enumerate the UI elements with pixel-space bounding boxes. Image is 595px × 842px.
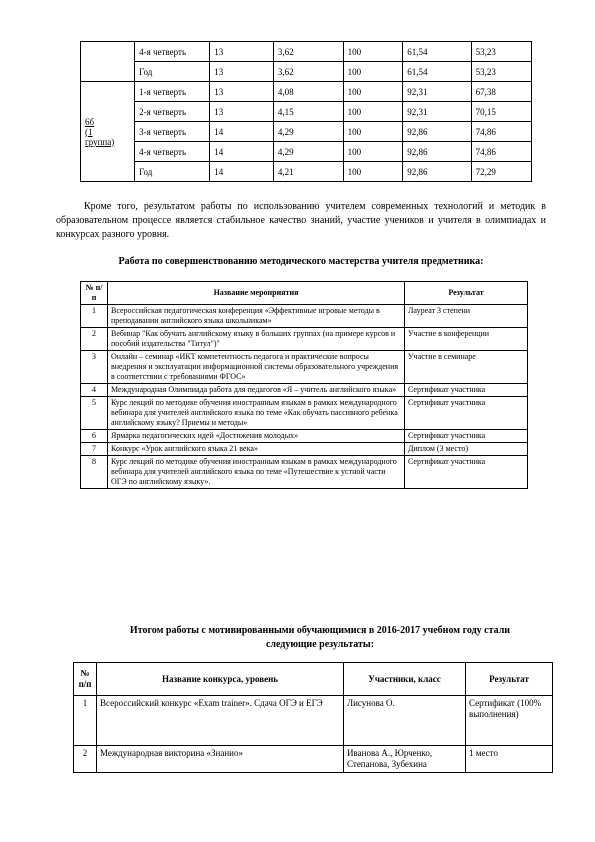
methodology-heading: Работа по совершенствованию методического мастерства учителя предметника:: [118, 256, 484, 267]
table-row: [74, 696, 553, 746]
table-row: [81, 102, 532, 122]
event-name: Всероссийская педагогическая конференция «Эффективные игровые методы в преподавании английского языка школьникам»: [108, 305, 405, 328]
participants: Иванова А., Юрченко, Степанова, Зубехина: [344, 746, 466, 773]
table-row: [81, 82, 532, 102]
row-num: 5: [81, 397, 108, 430]
row-num: 2: [81, 328, 108, 351]
header-name: Название конкурса, уровень: [97, 663, 344, 696]
cell-c1: 13: [210, 102, 274, 122]
event-result: Сертификат участника: [405, 456, 528, 489]
cell-quarter: 4-я четверть: [135, 42, 210, 62]
event-result: Лауреат 3 степени: [405, 305, 528, 328]
header-result: Результат: [405, 282, 528, 305]
event-name: Вебинар "Как обучать английскому языку в больших группах (на примере курсов и пособий издательства "Титул")": [108, 328, 405, 351]
cell-c1: 14: [210, 122, 274, 142]
row-num: 1: [81, 305, 108, 328]
table-row: [81, 443, 528, 456]
header-participant: Участники, класс: [344, 663, 466, 696]
event-name: Курс лекций по методике обучения иностранным языкам в рамках международного вебинара для учителей английского языка по теме «Путешествие к устной части ОГЭ по английскому языку».: [108, 456, 405, 489]
cell-quarter: Год: [135, 62, 210, 82]
contest-name: Международная викторина «Знанио»: [97, 746, 344, 773]
cell-quarter: 1-я четверть: [135, 82, 210, 102]
results-heading: Итогом работы с мотивированными обучающимися в 2016-2017 учебном году стали следующие результаты:: [129, 625, 511, 650]
cell-c3: 100: [343, 162, 403, 182]
table-row: [81, 122, 532, 142]
event-name: Международная Олимпиада работа для педагогов «Я – учитель английского языка»: [108, 384, 405, 397]
methodology-table: [80, 281, 528, 489]
contest-result: Сертификат (100% выполнения): [466, 696, 553, 746]
table-row: [81, 42, 532, 62]
cell-c4: 92,31: [403, 82, 471, 102]
cell-c4: 92,86: [403, 162, 471, 182]
event-result: Сертификат участника: [405, 384, 528, 397]
results-table: [73, 662, 553, 773]
event-result: Участие в семинаре: [405, 351, 528, 384]
table-row: [81, 397, 528, 430]
table-row: [81, 62, 532, 82]
cell-c3: 100: [343, 82, 403, 102]
cell-c4: 92,86: [403, 142, 471, 162]
cell-quarter: 3-я четверть: [135, 122, 210, 142]
row-num: 1: [74, 696, 97, 746]
event-name: Курс лекций по методике обучения иностранным языкам в рамках международного вебинара для учителей английского языка по теме «Как обучать пассивного ребенка английскому языку? Приемы и методы»: [108, 397, 405, 430]
header-name: Название мероприятия: [108, 282, 405, 305]
cell-c2: 4,15: [273, 102, 343, 122]
cell-c3: 100: [343, 102, 403, 122]
table-row: [81, 351, 528, 384]
cell-c3: 100: [343, 142, 403, 162]
row-num: 3: [81, 351, 108, 384]
row-num: 6: [81, 430, 108, 443]
cell-c3: 100: [343, 42, 403, 62]
contest-result: 1 место: [466, 746, 553, 773]
cell-c4: 61,54: [403, 42, 471, 62]
class-cell: [81, 42, 135, 82]
cell-c2: 3,62: [273, 62, 343, 82]
class-label: 6б: [85, 116, 95, 127]
cell-c1: 14: [210, 162, 274, 182]
row-num: 2: [74, 746, 97, 773]
event-result: Диплом (3 место): [405, 443, 528, 456]
cell-c5: 72,29: [471, 162, 531, 182]
header-num: № п/п: [74, 663, 97, 696]
event-result: Сертификат участника: [405, 397, 528, 430]
table-row: [81, 305, 528, 328]
class-label: группа): [85, 136, 115, 147]
row-num: 8: [81, 456, 108, 489]
table-row: [81, 162, 532, 182]
cell-c1: 13: [210, 62, 274, 82]
cell-c5: 70,15: [471, 102, 531, 122]
participants: Лисунова О.: [344, 696, 466, 746]
cell-c1: 14: [210, 142, 274, 162]
contest-name: Всероссийский конкурс «Exam trainer». Сдача ОГЭ и ЕГЭ: [97, 696, 344, 746]
table-row: [74, 746, 553, 773]
header-result: Результат: [466, 663, 553, 696]
cell-c1: 13: [210, 82, 274, 102]
cell-c2: 3,62: [273, 42, 343, 62]
class-label: (1: [85, 126, 93, 137]
cell-c5: 74,86: [471, 142, 531, 162]
row-num: 7: [81, 443, 108, 456]
cell-c3: 100: [343, 122, 403, 142]
cell-c4: 92,31: [403, 102, 471, 122]
summary-paragraph: Кроме того, результатом работы по использованию учителем современных технологий и методик в образовательном процессе является стабильное качество знаний, участие учеников и учителя в олимпиадах и конкурсах разного уровня.: [56, 201, 546, 240]
table-row: [81, 456, 528, 489]
event-name: Ярмарка педагогических идей «Достижения молодых»: [108, 430, 405, 443]
event-name: Онлайн – семинар «ИКТ компетентность педагога и практические вопросы внедрения и эксплуатации информационной системы образовательного учреждения в соответствии с требованиями ФГОС»: [108, 351, 405, 384]
cell-c5: 67,38: [471, 82, 531, 102]
table-row: [81, 430, 528, 443]
table-row: [81, 142, 532, 162]
cell-c1: 13: [210, 42, 274, 62]
cell-c4: 61,54: [403, 62, 471, 82]
cell-c3: 100: [343, 62, 403, 82]
row-num: 4: [81, 384, 108, 397]
cell-c5: 53,23: [471, 62, 531, 82]
class-cell: [81, 82, 135, 182]
event-result: Участие в конференции: [405, 328, 528, 351]
grades-table: [80, 41, 532, 182]
cell-c4: 92,86: [403, 122, 471, 142]
cell-c2: 4,29: [273, 122, 343, 142]
cell-c5: 53,23: [471, 42, 531, 62]
cell-c2: 4,29: [273, 142, 343, 162]
cell-c5: 74,86: [471, 122, 531, 142]
table-row: [81, 328, 528, 351]
event-name: Конкурс «Урок английского языка 21 века»: [108, 443, 405, 456]
cell-c2: 4,21: [273, 162, 343, 182]
table-header-row: [81, 282, 528, 305]
table-row: [81, 384, 528, 397]
header-num: № п/п: [81, 282, 108, 305]
table-header-row: [74, 663, 553, 696]
cell-quarter: 4-я четверть: [135, 142, 210, 162]
cell-c2: 4,08: [273, 82, 343, 102]
event-result: Сертификат участника: [405, 430, 528, 443]
cell-quarter: Год: [135, 162, 210, 182]
cell-quarter: 2-я четверть: [135, 102, 210, 122]
